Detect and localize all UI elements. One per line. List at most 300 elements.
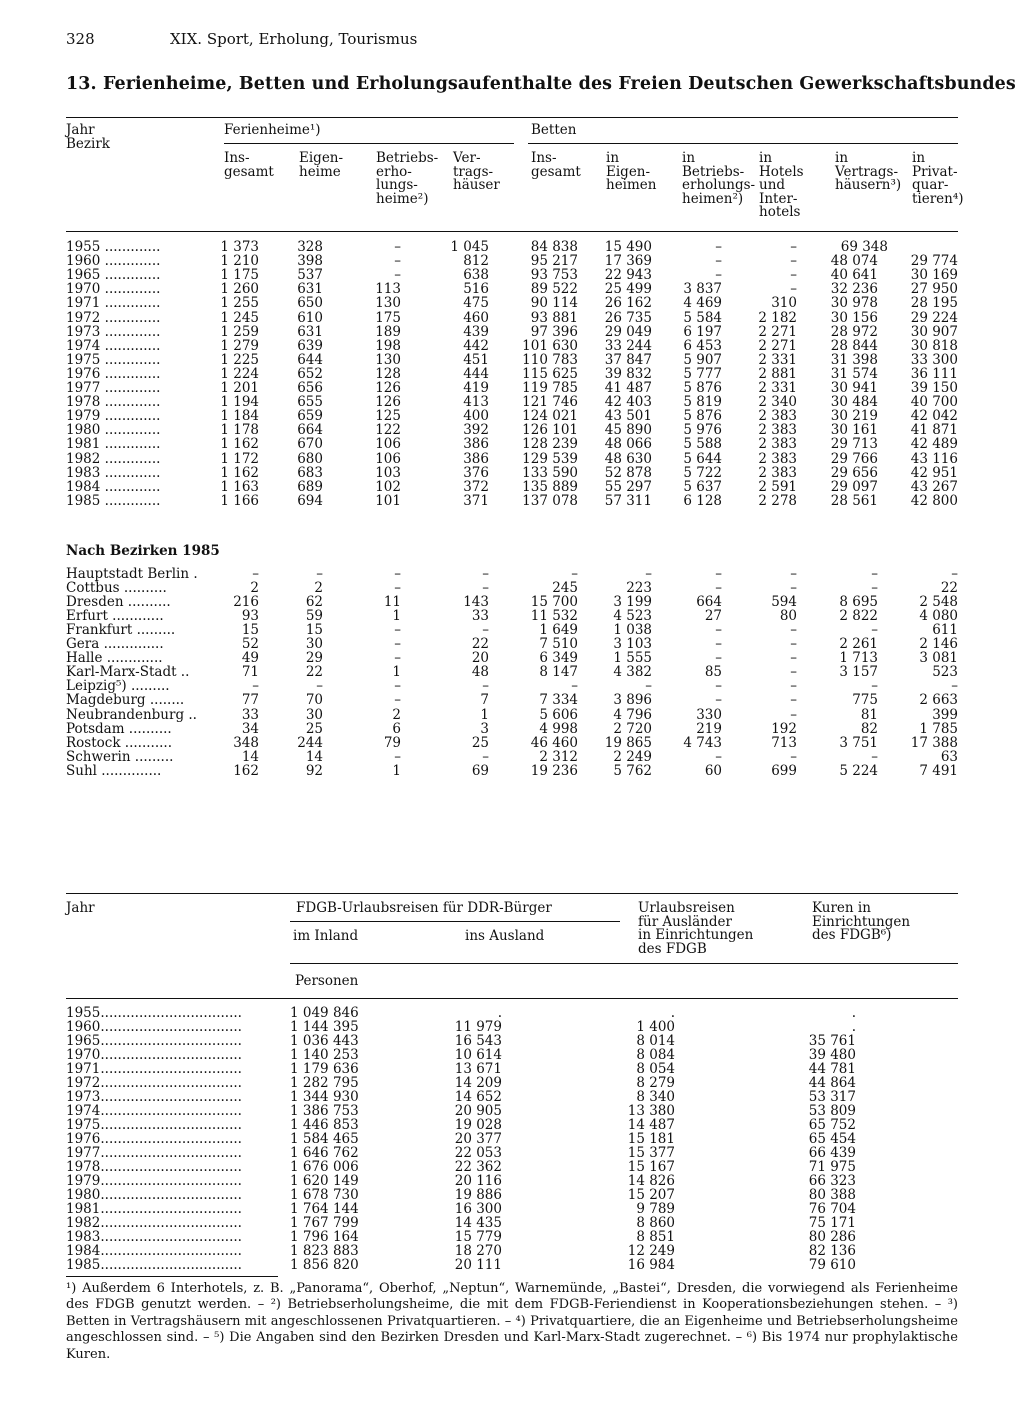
cell: 2 383	[758, 422, 797, 439]
cell: 1	[392, 664, 401, 681]
cell: 53 317	[808, 1089, 856, 1105]
cell: 1 282 795	[290, 1075, 359, 1091]
cell: 1 386 753	[290, 1103, 359, 1119]
cell: 1 225	[220, 351, 259, 368]
cell: 130	[375, 295, 401, 312]
cell: 42 403	[604, 394, 652, 411]
cell: 664	[696, 594, 722, 611]
cell: 699	[771, 762, 797, 779]
cell: 40 641	[830, 267, 878, 284]
cell: 2 822	[839, 608, 878, 625]
cell: 1 764 144	[290, 1201, 359, 1217]
cell: 10 614	[454, 1047, 502, 1063]
cell: 102	[375, 478, 401, 495]
cell: 41 487	[604, 380, 652, 396]
header-b-eigen: in Eigen- heimen	[606, 150, 657, 193]
cell: 19 236	[530, 762, 578, 779]
cell: 80	[779, 608, 797, 625]
cell: 2 331	[758, 351, 797, 368]
table-row	[0, 1188, 1024, 1203]
cell: 3 896	[613, 692, 652, 709]
cell: 48 630	[604, 450, 652, 467]
cell: 20 111	[454, 1257, 502, 1273]
cell: 39 150	[910, 380, 958, 396]
cell: 439	[463, 323, 489, 340]
cell: 371	[463, 492, 489, 509]
cell: 29 656	[830, 464, 878, 481]
table-row	[0, 1132, 1024, 1147]
cell: 1 255	[220, 295, 259, 312]
cell: 22 943	[604, 267, 652, 284]
cell: –	[252, 566, 259, 582]
cell: 1 178	[220, 422, 259, 439]
cell: 1 036 443	[290, 1033, 359, 1049]
cell: 223	[626, 580, 652, 597]
cell: 65 454	[808, 1131, 856, 1147]
row-label: Leipzig⁵) .........	[66, 679, 170, 695]
page-number: 328	[66, 30, 95, 48]
cell: 8 851	[636, 1229, 675, 1245]
cell: 30 156	[830, 309, 878, 326]
row-label: 1971.................................	[66, 1062, 242, 1077]
cell: 22 362	[454, 1159, 502, 1175]
cell: 1 620 149	[290, 1173, 359, 1189]
row-label: 1983 .............	[66, 465, 161, 481]
cell: 1 245	[220, 309, 259, 326]
row-label: Schwerin .........	[66, 749, 174, 765]
page-header	[66, 30, 417, 48]
header-fh-eigenheime: Eigen- heime	[299, 150, 344, 180]
cell: 5 637	[683, 478, 722, 495]
cell: –	[394, 748, 401, 765]
row-label: 1974.................................	[66, 1104, 242, 1119]
cell: –	[482, 580, 489, 597]
row-label: 1978.................................	[66, 1160, 242, 1175]
cell: 1 856 820	[290, 1257, 359, 1273]
cell: 110 783	[522, 351, 578, 368]
cell: 1 172	[220, 450, 259, 467]
cell: 6 453	[683, 337, 722, 354]
cell: 5 606	[539, 706, 578, 723]
cell: 655	[297, 394, 323, 411]
cell: –	[790, 692, 797, 709]
cell: –	[482, 678, 489, 695]
cell: 16 300	[454, 1201, 502, 1217]
cell: 92	[305, 762, 323, 779]
cell: –	[645, 566, 652, 582]
cell: 30 161	[830, 422, 878, 439]
cell: 1 649	[539, 622, 578, 639]
cell: 650	[297, 295, 323, 312]
cell: 1 184	[220, 408, 259, 425]
cell: 3	[480, 720, 489, 737]
cell: 15 779	[454, 1229, 502, 1245]
cell: 680	[297, 450, 323, 467]
cell: –	[790, 678, 797, 695]
cell: 11 979	[454, 1019, 502, 1035]
cell: 29	[305, 650, 323, 667]
table-row	[0, 764, 1024, 779]
cell: 33	[471, 608, 489, 625]
row-label: 1981 .............	[66, 437, 161, 453]
cell: 29 097	[830, 478, 878, 495]
cell: –	[871, 566, 878, 582]
cell: 537	[297, 267, 323, 284]
cell: 2 278	[758, 492, 797, 509]
cell: 22	[940, 580, 958, 597]
cell: 631	[297, 323, 323, 340]
cell: 62	[305, 594, 323, 611]
row-label: 1982 .............	[66, 451, 161, 467]
row-label: 1977 .............	[66, 381, 161, 396]
cell: 5 876	[683, 408, 722, 425]
row-label: Suhl ..............	[66, 763, 162, 779]
cell: 5 777	[683, 365, 722, 382]
cell: 189	[375, 323, 401, 340]
row-label: 1985 .............	[66, 493, 161, 509]
cell: 2 591	[758, 478, 797, 495]
row-label: 1971 .............	[66, 296, 161, 312]
row-label: Dresden ..........	[66, 595, 171, 611]
cell: –	[394, 239, 401, 255]
row-label: Magdeburg ........	[66, 693, 185, 709]
cell: 162	[233, 762, 259, 779]
cell: 442	[463, 337, 489, 354]
header-b-betriebs: in Betriebs- erholungs- heimen²)	[682, 150, 756, 207]
cell: 31 398	[830, 351, 878, 368]
cell: 106	[375, 436, 401, 453]
cell: 2 881	[758, 365, 797, 382]
row-label: 1985.................................	[66, 1258, 242, 1273]
row-label: Neubrandenburg ..	[66, 707, 197, 723]
cell: 95 217	[530, 253, 578, 270]
cell: 11	[383, 594, 401, 611]
row-label: 1965 .............	[66, 268, 161, 284]
cell: 372	[463, 478, 489, 495]
row-label: Halle .............	[66, 651, 163, 667]
row-label: 1980 .............	[66, 423, 161, 439]
cell: 85	[704, 664, 722, 681]
cell: 48	[471, 664, 489, 681]
cell: 400	[463, 408, 489, 425]
cell: 413	[463, 394, 489, 411]
cell: 2 383	[758, 436, 797, 453]
cell: 43 267	[910, 478, 958, 495]
cell: –	[715, 267, 722, 284]
cell: –	[790, 664, 797, 681]
row-label: Frankfurt .........	[66, 623, 176, 639]
cell: 14 826	[627, 1173, 675, 1189]
cell: 1 201	[220, 380, 259, 396]
table-row	[0, 1146, 1024, 1161]
cell: .	[851, 1005, 856, 1021]
footnote-rule	[66, 1276, 278, 1277]
cell: 376	[463, 464, 489, 481]
cell: 14 652	[454, 1089, 502, 1105]
cell: –	[715, 253, 722, 270]
cell: 28 844	[830, 337, 878, 354]
cell: 683	[297, 464, 323, 481]
cell: 2 249	[613, 748, 652, 765]
table2-header-rule	[66, 998, 958, 999]
cell: 664	[297, 422, 323, 439]
cell: 1 344 930	[290, 1089, 359, 1105]
cell: 1 045	[450, 239, 489, 255]
cell: 5 976	[683, 422, 722, 439]
cell: 475	[463, 295, 489, 312]
cell: –	[871, 622, 878, 639]
header-fh-betriebs: Betriebs- erho- lungs- heime²)	[376, 150, 439, 207]
cell: 2 383	[758, 464, 797, 481]
bezirke-subheading: Nach Bezirken 1985	[66, 543, 220, 559]
cell: 1 038	[613, 622, 652, 639]
row-label: 1974 .............	[66, 338, 161, 354]
header-b-insgesamt: Ins- gesamt	[531, 150, 581, 180]
cell: 7	[480, 692, 489, 709]
cell: 20 905	[454, 1103, 502, 1119]
cell: 69	[471, 762, 489, 779]
row-label: Karl-Marx-Stadt ..	[66, 665, 190, 681]
cell: 175	[375, 309, 401, 326]
table1-top-rule	[66, 117, 958, 118]
cell: 82	[860, 720, 878, 737]
cell: 5 722	[683, 464, 722, 481]
header-jahr: Jahr	[66, 122, 95, 138]
cell: 1 224	[220, 365, 259, 382]
table-row	[0, 1244, 1024, 1259]
cell: –	[482, 748, 489, 765]
cell: 40 700	[910, 394, 958, 411]
cell: 48 066	[604, 436, 652, 453]
cell: 2 720	[613, 720, 652, 737]
cell: 386	[463, 450, 489, 467]
cell: 1 446 853	[290, 1117, 359, 1133]
table-title: 13. Ferienheime, Betten und Erholungsaufenthalte des Freien Deutschen Gewerkschaftsbundes	[66, 74, 1016, 94]
cell: 52 878	[604, 464, 652, 481]
cell: 19 886	[454, 1187, 502, 1203]
cell: 2	[392, 706, 401, 723]
cell: 6 197	[683, 323, 722, 340]
cell: 30 818	[910, 337, 958, 354]
cell: 33 244	[604, 337, 652, 354]
cell: 79 610	[808, 1257, 856, 1273]
cell: 30	[305, 706, 323, 723]
cell: 25 499	[604, 281, 652, 298]
cell: –	[790, 706, 797, 723]
cell: 330	[696, 706, 722, 723]
cell: –	[790, 580, 797, 597]
cell: 5 588	[683, 436, 722, 453]
cell: 16 543	[454, 1033, 502, 1049]
cell: 75 171	[808, 1215, 856, 1231]
header2-ausland: ins Ausland	[465, 928, 545, 944]
cell: 39 832	[604, 365, 652, 382]
cell: 19 865	[604, 734, 652, 751]
row-label: 1955 .............	[66, 240, 161, 255]
cell: 3 199	[613, 594, 652, 611]
table-row	[0, 1202, 1024, 1217]
cell: 2 383	[758, 408, 797, 425]
cell: 328	[297, 239, 323, 255]
cell: 15 377	[627, 1145, 675, 1161]
cell: –	[790, 748, 797, 765]
cell: 121 746	[522, 394, 578, 411]
cell: 444	[463, 365, 489, 382]
cell: 659	[297, 408, 323, 425]
cell: –	[951, 566, 958, 582]
cell: 1 162	[220, 464, 259, 481]
cell: 7 510	[539, 636, 578, 653]
cell: –	[394, 692, 401, 709]
row-label: 1973.................................	[66, 1090, 242, 1105]
cell: 2 182	[758, 309, 797, 326]
cell: 130	[375, 351, 401, 368]
cell: 1 713	[839, 650, 878, 667]
cell: 1 166	[220, 492, 259, 509]
table-row	[0, 1048, 1024, 1063]
cell: –	[571, 566, 578, 582]
row-label: 1979.................................	[66, 1174, 242, 1189]
cell: 46 460	[530, 734, 578, 751]
cell: 44 864	[808, 1075, 856, 1091]
table-row	[0, 1258, 1024, 1273]
cell: 17 369	[604, 253, 652, 270]
cell: 5 224	[839, 762, 878, 779]
header-b-hotels: in Hotels und Inter- hotels	[759, 150, 804, 220]
cell: 29 049	[604, 323, 652, 340]
cell: 71 975	[808, 1159, 856, 1175]
cell: 97 396	[530, 323, 578, 340]
cell: 30 219	[830, 408, 878, 425]
cell: 45 890	[604, 422, 652, 439]
cell: 1 796 164	[290, 1229, 359, 1245]
cell: 15	[305, 622, 323, 639]
cell: 65 752	[808, 1117, 856, 1133]
cell: 93 753	[530, 267, 578, 284]
cell: 638	[463, 267, 489, 284]
cell: 8 054	[636, 1061, 675, 1077]
cell: 29 224	[910, 309, 958, 326]
cell: 90 114	[530, 295, 578, 312]
cell: 19 028	[454, 1117, 502, 1133]
header-fh-vertrags: Ver- trags- häuser	[453, 150, 500, 193]
cell: 125	[375, 408, 401, 425]
cell: 245	[552, 580, 578, 597]
cell: 84 838	[530, 239, 578, 255]
cell: 5 819	[683, 394, 722, 411]
cell: 1 260	[220, 281, 259, 298]
row-label: 1977.................................	[66, 1146, 242, 1161]
cell: 79	[383, 734, 401, 751]
cell: 31 574	[830, 365, 878, 382]
cell: 5 762	[613, 762, 652, 779]
cell: 2 146	[919, 636, 958, 653]
cell: 3 157	[839, 664, 878, 681]
cell: 8 279	[636, 1075, 675, 1091]
cell: 32 236	[830, 281, 878, 298]
cell: 30 169	[910, 267, 958, 284]
cell: 386	[463, 436, 489, 453]
cell: 1 279	[220, 337, 259, 354]
table-row	[0, 1160, 1024, 1175]
table-row	[0, 1090, 1024, 1105]
row-label: Cottbus ..........	[66, 581, 167, 597]
cell: 44 781	[808, 1061, 856, 1077]
cell: 13 380	[627, 1103, 675, 1119]
cell: 129 539	[522, 450, 578, 467]
cell: 15 207	[627, 1187, 675, 1203]
cell: 15 167	[627, 1159, 675, 1175]
cell: 66 439	[808, 1145, 856, 1161]
cell: 398	[297, 253, 323, 270]
cell: 348	[233, 734, 259, 751]
cell: –	[715, 678, 722, 695]
cell: 43 116	[910, 450, 958, 467]
cell: 41 871	[910, 422, 958, 439]
cell: –	[715, 566, 722, 582]
cell: 126 101	[522, 422, 578, 439]
cell: 2 261	[839, 636, 878, 653]
cell: 198	[375, 337, 401, 354]
cell: 460	[463, 309, 489, 326]
cell: 1 584 465	[290, 1131, 359, 1147]
fdgb-rule	[290, 921, 620, 922]
cell: 392	[463, 422, 489, 439]
cell: 14	[305, 748, 323, 765]
cell: 29 713	[830, 436, 878, 453]
row-label: 1972 .............	[66, 310, 161, 326]
cell: 15	[241, 622, 259, 639]
cell: 52	[241, 636, 259, 653]
cell: 694	[297, 492, 323, 509]
cell: 30 907	[910, 323, 958, 340]
header-bezirk: Bezirk	[66, 136, 110, 152]
cell: 33 300	[910, 351, 958, 368]
header-ferienheime: Ferienheime¹)	[224, 122, 321, 138]
cell: –	[394, 267, 401, 284]
row-label: 1982.................................	[66, 1216, 242, 1231]
cell: 1	[392, 762, 401, 779]
cell: –	[394, 253, 401, 270]
cell: 15 700	[530, 594, 578, 611]
cell: 28 195	[910, 295, 958, 312]
cell: 12 249	[627, 1243, 675, 1259]
cell: –	[394, 566, 401, 582]
cell: –	[790, 239, 797, 255]
cell: 1 140 253	[290, 1047, 359, 1063]
cell: –	[645, 678, 652, 695]
cell: 36 111	[910, 365, 958, 382]
table-row	[0, 1174, 1024, 1189]
header2-auslaender: Urlaubsreisen für Ausländer in Einrichtungen des FDGB	[638, 900, 754, 957]
cell: 28 561	[830, 492, 878, 509]
cell: 53 809	[808, 1103, 856, 1119]
cell: 1 676 006	[290, 1159, 359, 1175]
cell: 63	[940, 748, 958, 765]
cell: 3 837	[683, 281, 722, 298]
cell: 4 382	[613, 664, 652, 681]
cell: 1	[480, 706, 489, 723]
row-label: 1975.................................	[66, 1118, 242, 1133]
cell: 122	[375, 422, 401, 439]
table1-header-rule	[66, 231, 958, 232]
cell: 22 053	[454, 1145, 502, 1161]
cell: 1 179 636	[290, 1061, 359, 1077]
cell: 28 972	[830, 323, 878, 340]
cell: 7 491	[919, 762, 958, 779]
cell: 8 147	[539, 664, 578, 681]
row-label: 1984.................................	[66, 1244, 242, 1259]
